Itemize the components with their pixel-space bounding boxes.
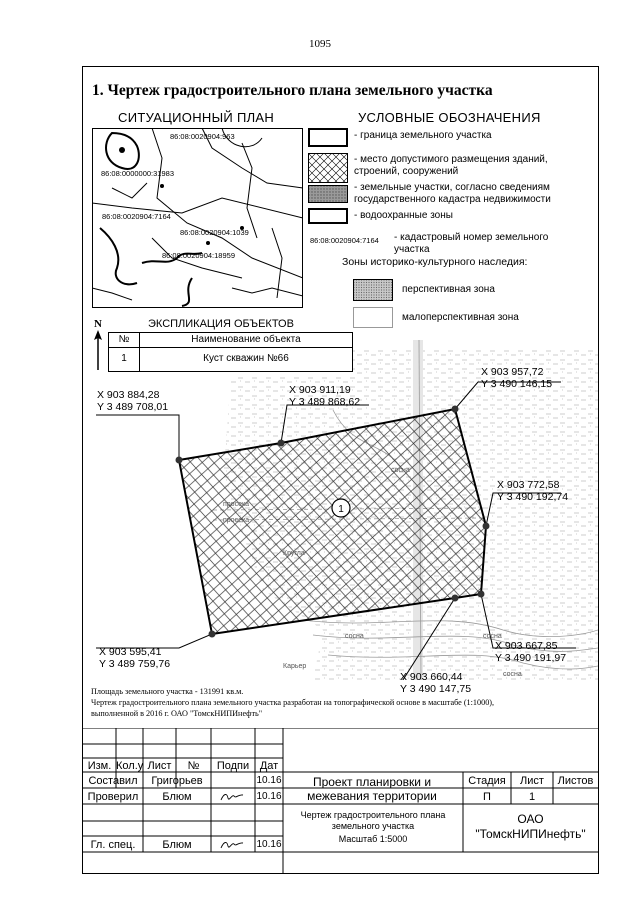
map-label: сосна (391, 467, 410, 474)
stamp-header-count: Кол.у (116, 760, 144, 772)
stamp-header-doc-number: № (187, 760, 200, 772)
note-area: Площадь земельного участка - 131991 кв.м. (91, 687, 244, 696)
title-block (83, 728, 598, 873)
legend-item-cadastre: - земельные участки, согласно сведениям государственного кадастра недвижимости (354, 182, 551, 205)
legend-swatch-boundary (308, 128, 348, 147)
legend-item-perspective: перспективная зона (402, 284, 495, 295)
map-label: сосна (503, 671, 522, 678)
drawing-name: Чертеж градостроительного плана земельного участка (300, 810, 446, 831)
col-header-name: Наименование объекта (191, 334, 301, 345)
cad-label-1039: 86:08:0020904:1039 (180, 228, 249, 237)
situational-plan (92, 108, 303, 308)
signature-mark (219, 839, 245, 851)
explication-table (108, 332, 353, 372)
explication-block (88, 318, 353, 374)
row-number: 1 (121, 353, 127, 364)
stage-value: П (483, 791, 491, 803)
legend-swatch-perspective (353, 279, 393, 301)
stamp-header-date: Дат (259, 760, 279, 772)
cad-label-18959: 86:08:0020904:18959 (162, 251, 235, 260)
coord-label: X 903 660,44 Y 3 490 147,75 (400, 671, 472, 695)
legend-cadastral-text: - кадастровый номер земельного участка (394, 232, 549, 255)
sheet-label: Лист (520, 775, 544, 787)
legend-swatch-cadastre (308, 185, 348, 203)
project-name: Проект планировки и межевания территории (307, 775, 437, 803)
north-arrow-icon (94, 330, 102, 370)
signature-mark (219, 791, 245, 803)
legend-swatch-buildable (308, 153, 348, 183)
legend-item-low-perspective: малоперспективная зона (402, 312, 519, 323)
stamp-date: 10.16 (256, 791, 282, 802)
cad-label-31983: 86:08:0000000:31983 (101, 169, 174, 178)
stamp-role: Проверил (87, 791, 139, 803)
stamp-date: 10.16 (256, 775, 282, 786)
stamp-role: Составил (88, 775, 138, 787)
legend-item-boundary: - граница земельного участка (354, 130, 492, 141)
coord-label: X 903 772,58 Y 3 490 192,74 (497, 479, 569, 503)
legend-item-water-zone: - водоохранные зоны (354, 210, 453, 221)
map-label: сосна (345, 633, 364, 640)
situational-plan-heading: СИТУАЦИОННЫЙ ПЛАН (118, 110, 275, 125)
legend (306, 108, 596, 323)
explication-heading: ЭКСПЛИКАЦИЯ ОБЪЕКТОВ (148, 318, 294, 330)
stamp-name: Блюм (162, 839, 192, 851)
sheets-label: Листов (557, 775, 594, 787)
drawing-title: 1. Чертеж градостроительного плана земельного участка (92, 82, 493, 99)
note-made-by: выполненной в 2016 г. ОАО "ТомскНИПИнефть" (91, 709, 263, 718)
legend-heading: УСЛОВНЫЕ ОБОЗНАЧЕНИЯ (358, 110, 541, 125)
legend-item-buildable: - место допустимого размещения зданий, строений, сооружений (354, 154, 548, 177)
stamp-header-sheet: Лист (147, 760, 172, 772)
map-label: сосна (483, 633, 502, 640)
stamp-role: Гл. спец. (90, 839, 136, 851)
organization-line1: ОАО (517, 812, 544, 826)
notes (91, 686, 596, 719)
stamp-header-signature: Подпи (216, 760, 250, 772)
map-label: просека (223, 517, 250, 524)
coord-label: X 903 957,72 Y 3 490 146,15 (481, 366, 553, 390)
stamp-name: Григорьев (151, 775, 203, 787)
cad-label-7164: 86:08:0020904:7164 (102, 212, 171, 221)
coord-label: X 903 595,41 Y 3 489 759,76 (99, 646, 171, 670)
drawing-scale: Масштаб 1:5000 (338, 834, 408, 844)
stage-label: Стадия (468, 775, 506, 787)
north-arrow-label: N (94, 318, 102, 330)
stamp-name: Блюм (162, 791, 192, 803)
situational-plan-map (92, 128, 303, 308)
map-label: просека (223, 501, 250, 508)
coord-label: X 903 667,85 Y 3 490 191,97 (495, 640, 567, 664)
stamp-header-change: Изм. (87, 760, 112, 772)
map-label: Карьер (283, 663, 307, 670)
col-header-number: № (118, 334, 130, 345)
legend-swatch-low-perspective (353, 307, 393, 328)
coord-label: X 903 911,19 Y 3 489 868,62 (289, 384, 361, 408)
organization-line2: "ТомскНИПИнефть" (475, 827, 586, 841)
coord-label: X 903 884,28 Y 3 489 708,01 (97, 389, 169, 413)
legend-cadastral-example: 86:08:0020904:7164 (310, 236, 379, 245)
note-scale: Чертеж градостроительного плана земельного участка разработан на топографической основе в масштабе (1:1000), (91, 698, 495, 707)
heritage-heading: Зоны историко-культурного наследия: (342, 256, 528, 268)
sheet-value: 1 (528, 791, 536, 803)
object-marker: 1 (338, 504, 344, 515)
row-name: Куст скважин №66 (203, 353, 289, 364)
map-label: Кругла (283, 550, 305, 557)
page-number: 1095 (309, 38, 331, 50)
legend-swatch-water-zone (308, 208, 348, 224)
stamp-date: 10.16 (256, 839, 282, 850)
cad-label-963: 86:08:0020904:963 (170, 132, 235, 141)
